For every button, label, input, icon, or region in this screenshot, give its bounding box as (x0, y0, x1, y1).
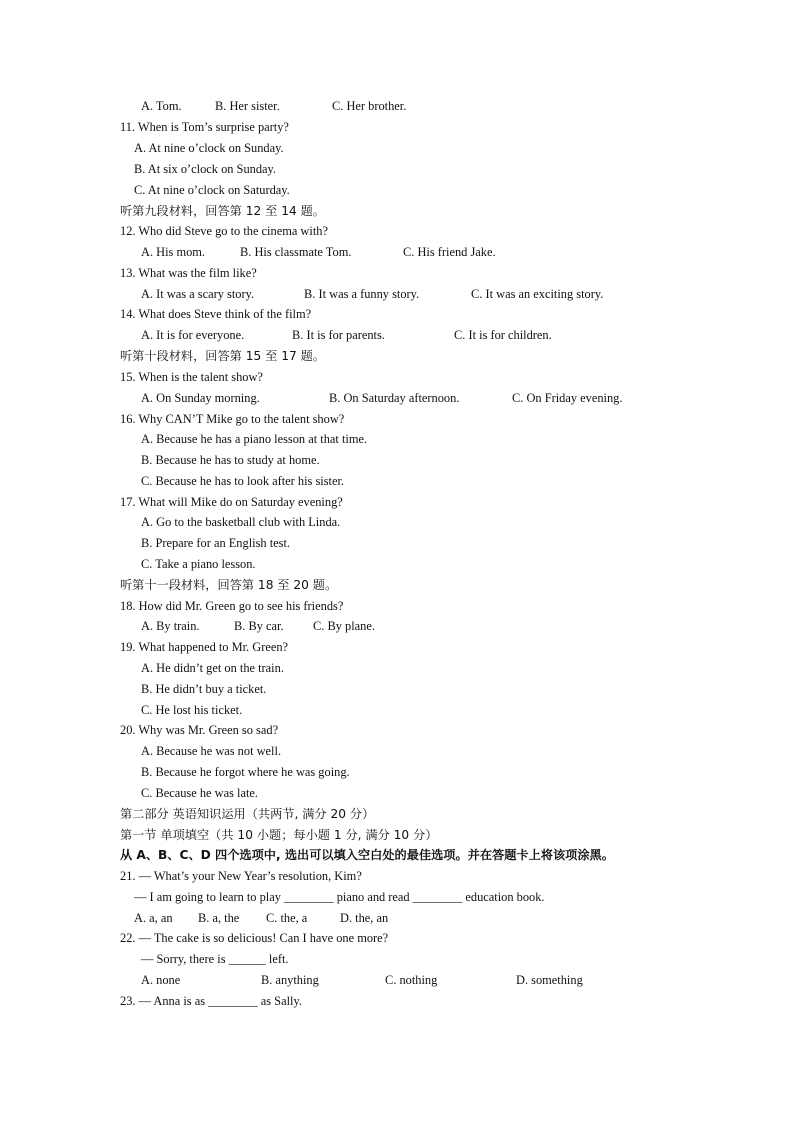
q21-option-d: D. the, an (340, 911, 389, 925)
q20-stem: 20. Why was Mr. Green so sad? (120, 723, 279, 737)
q11-stem: 11. When is Tom’s surprise party? (120, 120, 289, 134)
q21-option-a: A. a, an (134, 911, 173, 925)
q14-stem: 14. What does Steve think of the film? (120, 307, 312, 321)
q14-option-b: B. It is for parents. (292, 328, 385, 342)
q12-option-b: B. His classmate Tom. (240, 245, 352, 259)
q19-stem: 19. What happened to Mr. Green? (120, 640, 289, 654)
q22-response: — Sorry, there is ______ left. (141, 952, 289, 966)
instructions: 从 A、B、C、D 四个选项中, 选出可以填入空白处的最佳选项。并在答题卡上将该项涂黑。 (120, 848, 614, 862)
q16-stem: 16. Why CAN’T Mike go to the talent show? (120, 412, 345, 426)
q12-option-a: A. His mom. (141, 245, 206, 259)
q11-option-c: C. At nine o’clock on Saturday. (134, 183, 290, 197)
q10-option-a: A. Tom. (141, 99, 182, 113)
q22-option-b: B. anything (261, 973, 319, 987)
q14-option-a: A. It is for everyone. (141, 328, 245, 342)
q19-option-b: B. He didn’t buy a ticket. (141, 682, 267, 696)
q20-option-c: C. Because he was late. (141, 786, 258, 800)
q19-option-a: A. He didn’t get on the train. (141, 661, 284, 675)
q13-stem: 13. What was the film like? (120, 266, 257, 280)
q20-option-b: B. Because he forgot where he was going. (141, 765, 350, 779)
q17-option-a: A. Go to the basketball club with Linda. (141, 515, 341, 529)
q13-option-c: C. It was an exciting story. (471, 287, 604, 301)
q21-option-b: B. a, the (198, 911, 240, 925)
q11-option-a: A. At nine o’clock on Sunday. (134, 141, 284, 155)
section-1-heading: 第一节 单项填空（共 10 小题；每小题 1 分, 满分 10 分） (120, 828, 438, 842)
q10-option-c: C. Her brother. (332, 99, 407, 113)
section-11-heading: 听第十一段材料，回答第 18 至 20 题。 (120, 578, 338, 592)
q21-response: — I am going to learn to play ________ piano and read ________ education book. (134, 890, 545, 904)
q15-option-a: A. On Sunday morning. (141, 391, 260, 405)
q16-option-a: A. Because he has a piano lesson at that time. (141, 432, 368, 446)
q12-option-c: C. His friend Jake. (403, 245, 496, 259)
q18-option-b: B. By car. (234, 619, 284, 633)
q20-option-a: A. Because he was not well. (141, 744, 282, 758)
q16-option-c: C. Because he has to look after his sister. (141, 474, 345, 488)
q22-option-c: C. nothing (385, 973, 438, 987)
q17-stem: 17. What will Mike do on Saturday evening? (120, 495, 343, 509)
q13-option-b: B. It was a funny story. (304, 287, 420, 301)
q23-stem: 23. — Anna is as ________ as Sally. (120, 994, 302, 1008)
q12-stem: 12. Who did Steve go to the cinema with? (120, 224, 328, 238)
q18-stem: 18. How did Mr. Green go to see his friends? (120, 599, 344, 613)
q19-option-c: C. He lost his ticket. (141, 703, 243, 717)
q15-option-b: B. On Saturday afternoon. (329, 391, 460, 405)
q15-option-c: C. On Friday evening. (512, 391, 623, 405)
q16-option-b: B. Because he has to study at home. (141, 453, 320, 467)
q17-option-c: C. Take a piano lesson. (141, 557, 256, 571)
part-2-heading: 第二部分 英语知识运用（共两节, 满分 20 分） (120, 807, 375, 821)
q13-option-a: A. It was a scary story. (141, 287, 255, 301)
q18-option-a: A. By train. (141, 619, 200, 633)
q11-option-b: B. At six o’clock on Sunday. (134, 162, 277, 176)
q21-option-c: C. the, a (266, 911, 308, 925)
q15-stem: 15. When is the talent show? (120, 370, 263, 384)
section-9-heading: 听第九段材料，回答第 12 至 14 题。 (120, 204, 325, 218)
q22-stem: 22. — The cake is so delicious! Can I have one more? (120, 931, 389, 945)
q22-option-a: A. none (141, 973, 181, 987)
q10-option-b: B. Her sister. (215, 99, 280, 113)
q22-option-d: D. something (516, 973, 583, 987)
q18-option-c: C. By plane. (313, 619, 375, 633)
q17-option-b: B. Prepare for an English test. (141, 536, 290, 550)
section-10-heading: 听第十段材料，回答第 15 至 17 题。 (120, 349, 325, 363)
q14-option-c: C. It is for children. (454, 328, 552, 342)
q21-stem: 21. — What’s your New Year’s resolution, Kim? (120, 869, 362, 883)
